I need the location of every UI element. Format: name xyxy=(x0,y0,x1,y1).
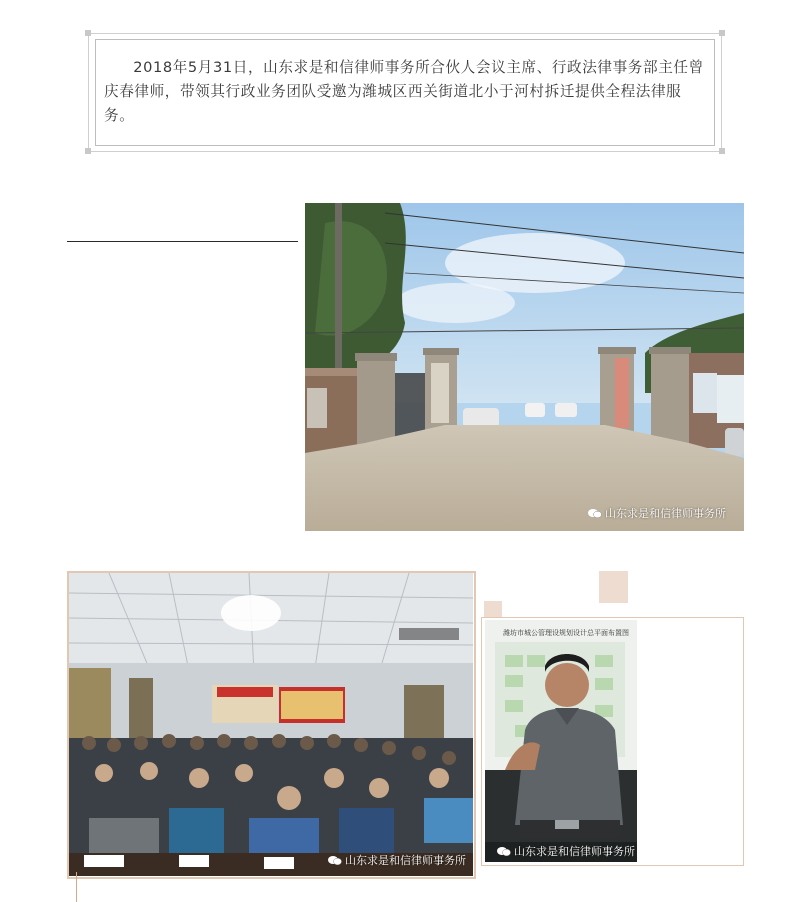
accent-line xyxy=(76,872,77,902)
section-divider xyxy=(67,241,298,242)
wechat-icon xyxy=(328,855,342,866)
frame-corner-tr xyxy=(719,30,725,36)
speaker-photo xyxy=(485,620,637,862)
decorative-square xyxy=(599,571,628,603)
intro-paragraph: 2018年5月31日，山东求是和信律师事务所合伙人会议主席、行政法律事务部主任曾庆春律师，带领其行政业务团队受邀为潍城区西关街道北小于河村拆迁提供全程法律服务。 xyxy=(104,59,704,124)
wechat-icon xyxy=(497,846,511,857)
speaker-photo-watermark xyxy=(497,843,635,859)
frame-corner-br xyxy=(719,148,725,154)
frame-corner-bl xyxy=(85,148,91,154)
board-title: 潍坊市城公管理设规划设计总平面布置图 xyxy=(503,629,629,637)
village-gate-photo xyxy=(305,203,744,531)
decorative-square xyxy=(484,601,502,618)
watermark-text: 山东求是和信律师事务所 xyxy=(514,845,635,858)
gate-photo-watermark xyxy=(588,505,726,521)
frame-corner-tl xyxy=(85,30,91,36)
meeting-photo-watermark xyxy=(328,852,466,868)
watermark-text: 山东求是和信律师事务所 xyxy=(345,854,466,867)
meeting-room-photo xyxy=(69,573,473,876)
wechat-icon xyxy=(588,508,602,519)
watermark-text: 山东求是和信律师事务所 xyxy=(605,507,726,520)
